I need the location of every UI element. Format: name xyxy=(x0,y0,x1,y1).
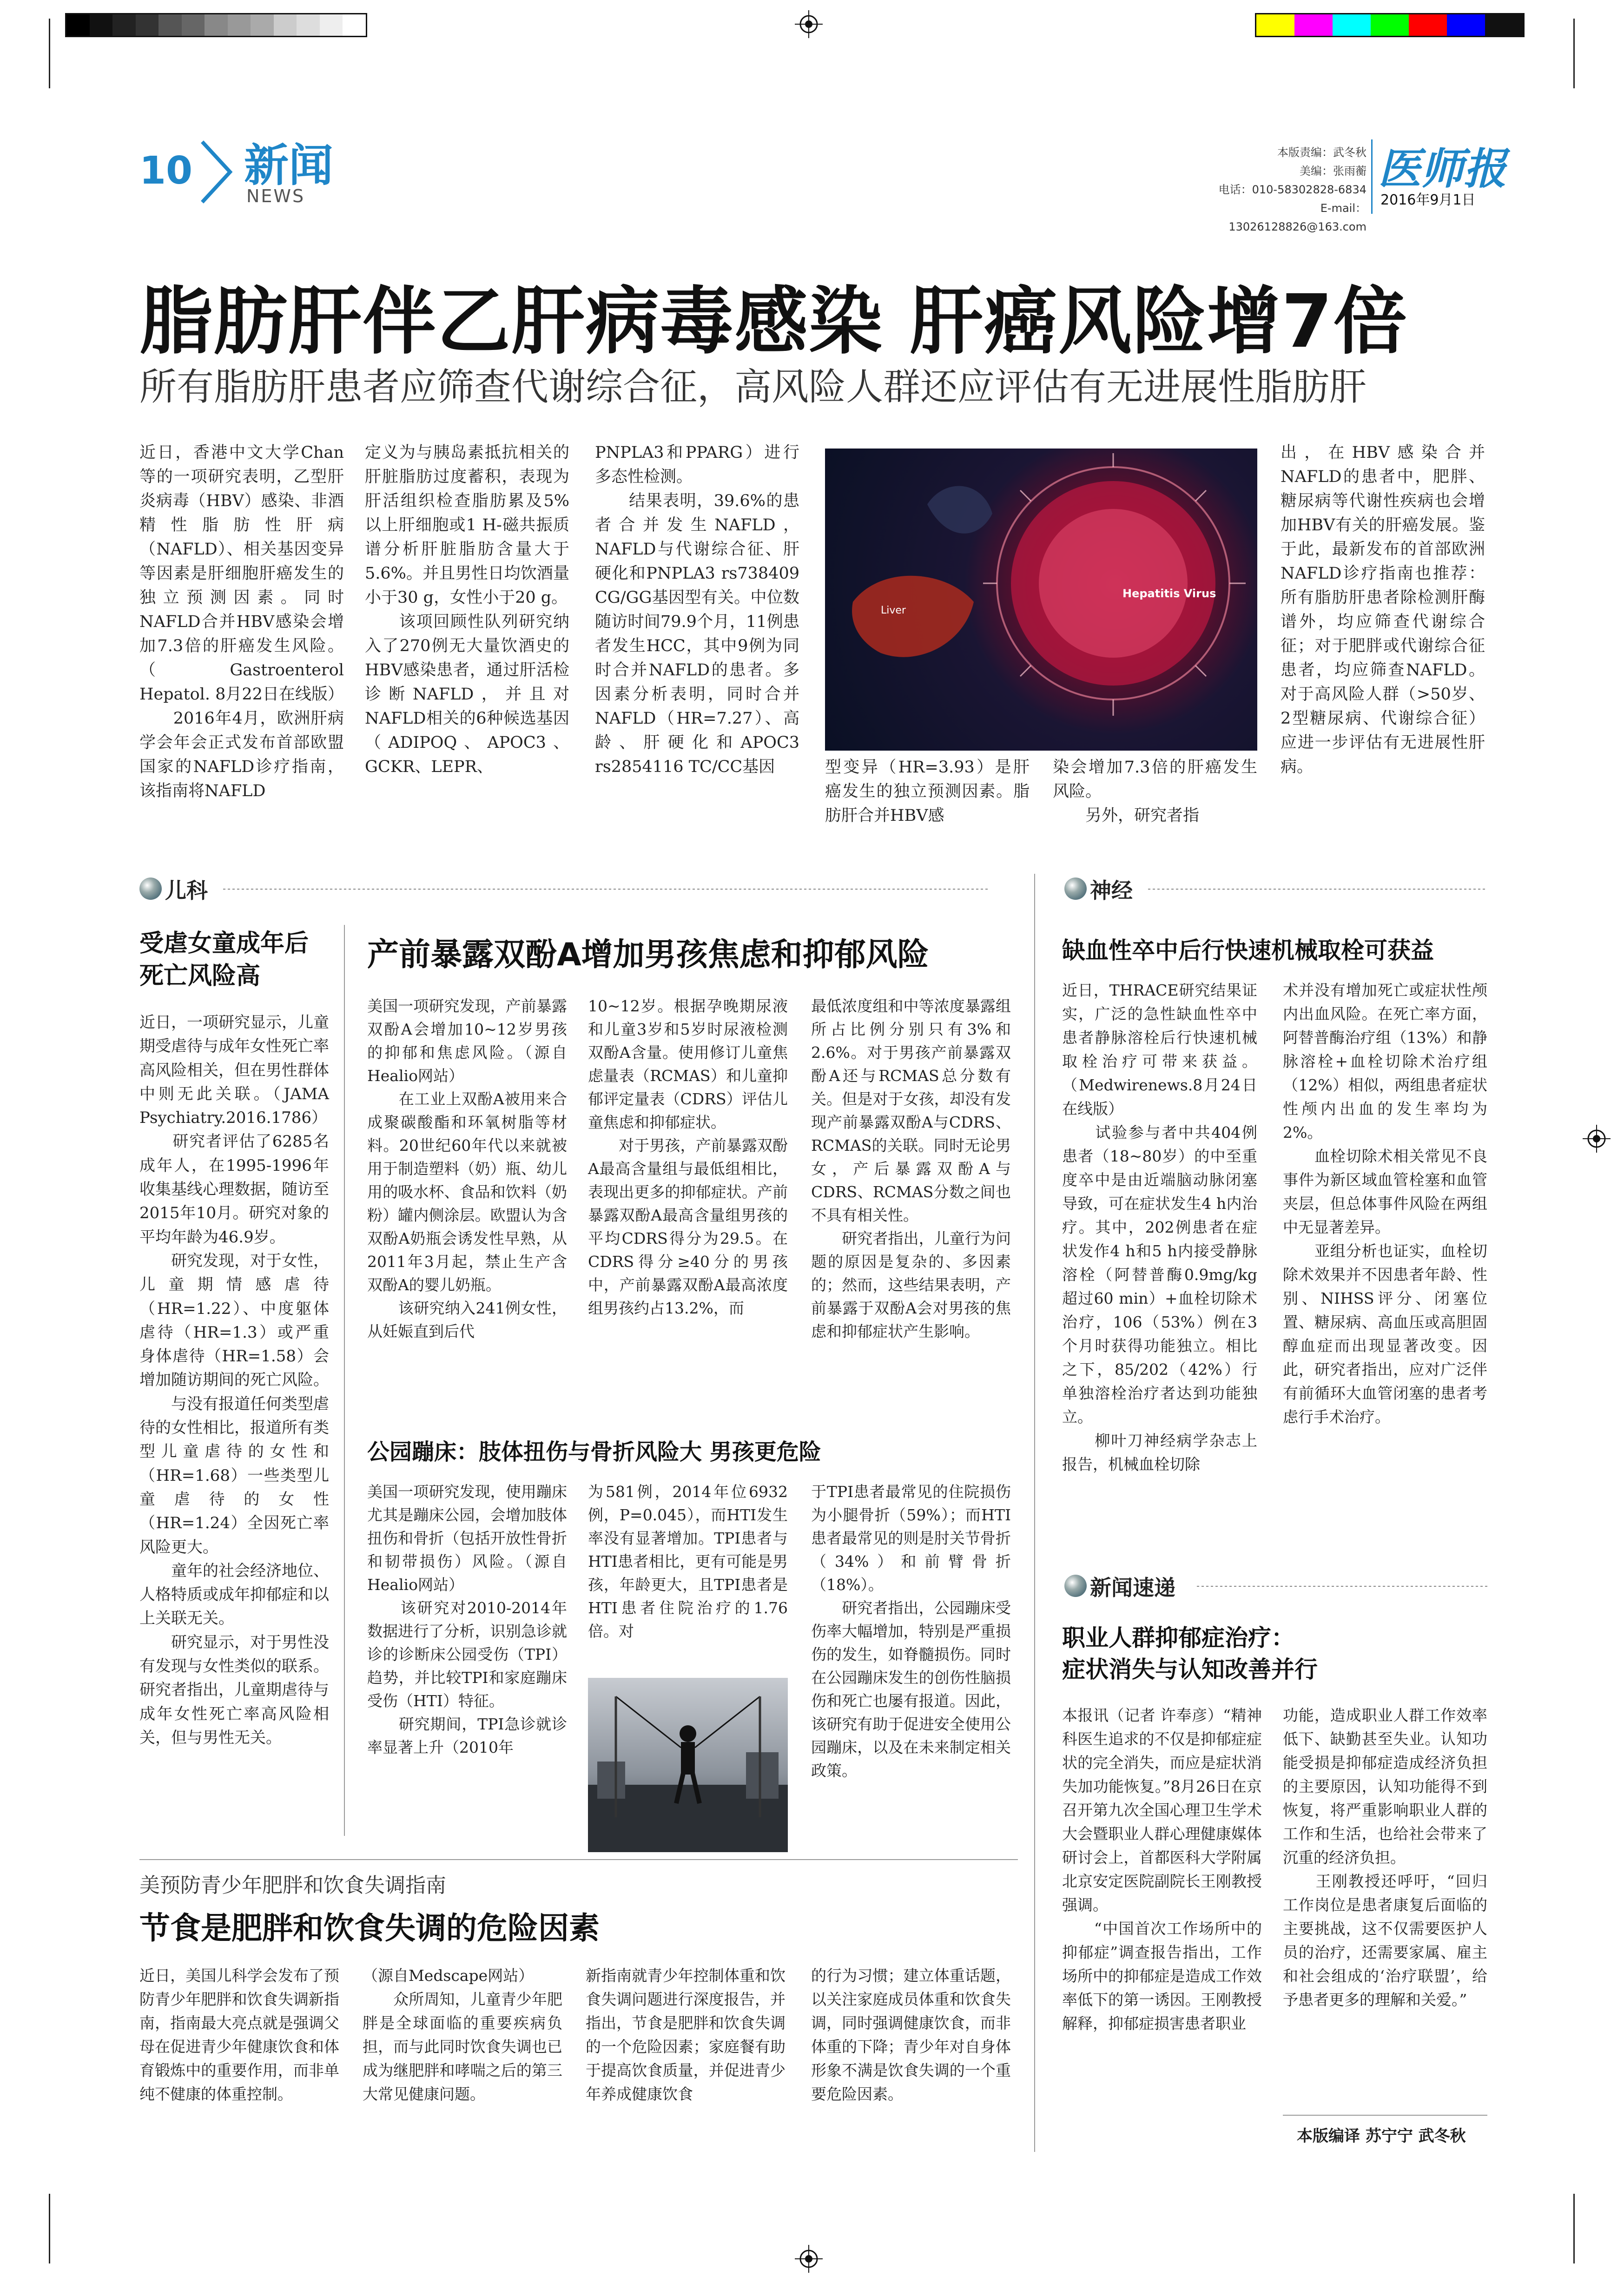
bottom-column: 的行为习惯；建立体重话题，以关注家庭成员体重和饮食失调，同时强调健康饮食，而非体重的下降；青少年对自身体形象不满是饮食失调的一个重要危险因素。 xyxy=(811,1966,1011,2103)
section-ball xyxy=(1064,878,1087,900)
color-swatch xyxy=(1447,14,1485,36)
color-bar xyxy=(1255,13,1525,37)
grey-scale-bar xyxy=(65,13,367,37)
bottom-column: 近日，美国儿科学会发布了预防青少年肥胖和饮食失调新指南，指南最大亮点就是强调父母在促进青少年健康饮食和体育锻炼中的重要作用，而非单纯不健康的体重控制。 xyxy=(139,1966,339,2103)
story-title: 公园蹦床：肢体扭伤与骨折风险大 男孩更危险 xyxy=(367,1439,821,1465)
crop-mark xyxy=(49,2194,50,2263)
section-title-en: NEWS xyxy=(246,186,305,206)
section-title-pediatrics: 儿科 xyxy=(165,878,208,903)
story-title xyxy=(1062,1622,1318,1685)
section-divider xyxy=(1148,889,1487,890)
bottom-divider xyxy=(139,1859,1018,1860)
crop-mark xyxy=(1573,2194,1575,2263)
registration-mark-top xyxy=(795,10,823,38)
section-title-neuro: 神经 xyxy=(1090,878,1133,903)
story-column: 术并没有增加死亡或症状性颅内出血风险。在死亡率方面，阿替普酶治疗组（13%）和静脉溶栓+血栓切除术治疗组（12%）相似，两组患者症状性颅内出血的发生率均为2%。 血栓切除术相关常见不良事件为新区域血管栓塞和血管夹层，但总体事件风险在两组中无显著差异。 亚组分析也证实，血栓切除术效果并不因患者年龄、性别、NIHSS评分、闭塞位置、糖尿病、高血压或高胆固醇血症而出现显著改变。因此，研究者指出，应对广泛伴有前循环大血管闭塞的患者考虑行手术治疗。 xyxy=(1283,981,1487,1426)
lead-subheadline: 所有脂肪肝患者应筛查代谢综合征，高风险人群还应评估有无进展性脂肪肝 xyxy=(139,365,1367,409)
color-swatch xyxy=(1256,14,1294,36)
bottom-column: （源自Medscape网站） 众所周知，儿童青少年肥胖是全球面临的重要疾病负担，而与此同时饮食失调也已成为继肥胖和哮喘之后的第三大常见健康问题。 xyxy=(363,1966,562,2103)
story-title-line: 受虐女童成年后 xyxy=(139,930,309,957)
masthead-credits xyxy=(1190,143,1367,236)
email: E-mail：13026128826@163.com xyxy=(1228,202,1367,233)
lead-column: 染会增加7.3倍的肝癌发生风险。 另外，研究者指 xyxy=(1053,758,1257,825)
bottom-column: 新指南就青少年控制体重和饮食失调问题进行深度报告，并指出，节食是肥胖和饮食失调的一个危险因素；家庭餐有助于提高饮食质量，并促进青少年养成健康饮食 xyxy=(586,1966,786,2103)
designer: 美编：张雨蘅 xyxy=(1300,165,1367,178)
story-column: 近日，一项研究显示，儿童期受虐待与成年女性死亡率高风险相关，但在男性群体中则无此关联。（JAMA Psychiatry.2016.1786） 研究者评估了6285名成年人，在1995-1996年收集基线心理数据，随访至2015年10月。研究对象的平均年龄为46.9岁。 研究发现，对于女性，儿童期情感虐待（HR=1.22）、中度躯体虐待（HR=1.3）或严重身体虐待（HR=1.58）会增加随访期间的死亡风险。 与没有报道任何类型虐待的女性相比，报道所有类型儿童虐待的女性和（HR=1.68）一些类型儿童虐待的女性（HR=1.24）全因死亡率风险更大。 童年的社会经济地位、人格特质或成年抑郁症和以上关联无关。 研究显示，对于男性没有发现与女性类似的联系。研究者指出，儿童期虐待与成年女性死亡率高风险相关，但与男性无关。 xyxy=(139,1013,329,1747)
grey-swatch xyxy=(251,14,274,36)
grey-swatch xyxy=(182,14,205,36)
story-title xyxy=(139,927,309,992)
story-title: 缺血性卒中后行快速机械取栓可获益 xyxy=(1062,937,1434,964)
vertical-rule xyxy=(344,925,345,1836)
lead-column: 出，在HBV感染合并NAFLD的患者中，肥胖、糖尿病等代谢性疾病也会增加HBV有关的肝癌发展。鉴于此，最新发布的首部欧洲NAFLD诊疗指南也推荐：所有脂肪肝患者除检测肝酶谱外，均应筛查代谢综合征；对于肥胖或代谢综合征患者，均应筛查NAFLD。对于高风险人群（>50岁、2型糖尿病、代谢综合征）应进一步评估有无进展性肝病。 xyxy=(1281,443,1485,776)
phone: 电话：010-58302828-6834 xyxy=(1218,183,1367,196)
crop-mark xyxy=(1573,19,1575,88)
bottom-title: 节食是肥胖和饮食失调的危险因素 xyxy=(139,1910,600,1946)
page-number: 10 xyxy=(139,149,193,193)
trampoline-graphic xyxy=(588,1678,788,1852)
section-title-brief: 新闻速递 xyxy=(1090,1575,1175,1600)
grey-swatch xyxy=(66,14,90,36)
trampoline-photo xyxy=(588,1678,788,1852)
story-column: 于TPI患者最常见的住院损伤为小腿骨折（59%）；而HTI患者最常见的则是肘关节骨折（34%）和前臂骨折（18%）。 研究者指出，公园蹦床受伤率大幅增加，特别是严重损伤的发生，如脊髓损伤。同时在公园蹦床发生的创伤性脑损伤和死亡也屡有报道。因此，该研究有助于促进安全使用公园蹦床，以及在未来制定相关政策。 xyxy=(811,1483,1011,1780)
story-column: 功能，造成职业人群工作效率低下、缺勤甚至失业。认知功能受损是抑郁症造成经济负担的主要原因，认知功能得不到恢复，将严重影响职业人群的工作和生活，也给社会带来了沉重的经济负担。 王刚教授还呼吁，“回归工作岗位是患者康复后面临的主要挑战，这不仅需要医护人员的治疗，还需要家属、雇主和社会组成的‘治疗联盟’，给予患者更多的理解和关爱。” xyxy=(1283,1706,1487,2009)
grey-swatch xyxy=(297,14,320,36)
lead-headline: 脂肪肝伴乙肝病毒感染 肝癌风险增7倍 xyxy=(139,279,1408,364)
section-divider xyxy=(1197,1586,1487,1587)
bottom-kicker: 美预防青少年肥胖和饮食失调指南 xyxy=(139,1874,446,1897)
masthead-divider xyxy=(1371,139,1373,214)
section-divider xyxy=(223,889,990,890)
grey-swatch xyxy=(228,14,251,36)
grey-swatch xyxy=(136,14,159,36)
paper-logo: 医师报 xyxy=(1378,144,1507,194)
lead-column: PNPLA3和PPARG）进行多态性检测。 结果表明，39.6%的患者合并发生NAFLD，NAFLD与代谢综合征、肝硬化和PNPLA3 rs738409 CG/GG基因型有关。中位数随访时间79.9个月，11例患者发生HCC，其中9例为同时合并NAFLD的患者。多因素分析表明，同时合并NAFLD（HR=7.27）、高龄、肝硬化和APOC3 rs2854116 TC/CC基因 xyxy=(595,443,799,776)
virus-label: Hepatitis Virus xyxy=(1122,587,1216,600)
story-title-line: 症状消失与认知改善并行 xyxy=(1062,1656,1318,1683)
grey-swatch xyxy=(320,14,343,36)
crop-mark xyxy=(49,19,50,88)
story-column: 美国一项研究发现，使用蹦床尤其是蹦床公园，会增加肢体扭伤和骨折（包括开放性骨折和韧带损伤）风险。（源自Healio网站） 该研究对2010-2014年数据进行了分析，识别急诊就诊的诊断床公园受伤（TPI）趋势，并比较TPI和家庭蹦床受伤（HTI）特征。 研究期间，TPI急诊就诊率显著上升（2010年 xyxy=(367,1483,567,1756)
grey-swatch xyxy=(274,14,297,36)
liver-virus-graphic xyxy=(825,449,1257,751)
section-ball xyxy=(1064,1575,1087,1597)
story-column: 本报讯（记者 许奉彦）“精神科医生追求的不仅是抑郁症症状的完全消失，而应是症状消失加功能恢复。”8月26日在京召开第九次全国心理卫生学术大会暨职业人群心理健康媒体研讨会上，首都医科大学附属北京安定医院副院长王刚教授强调。 “中国首次工作场所中的抑郁症”调查报告指出，工作场所中的抑郁症是造成工作效率低下的第一诱因。王刚教授解释，抑郁症损害患者职业 xyxy=(1062,1706,1262,2032)
editor: 本版责编：武冬秋 xyxy=(1277,146,1367,159)
story-column: 10~12岁。根据孕晚期尿液和儿童3岁和5岁时尿液检测双酚A含量。使用修订儿童焦虑量表（RCMAS）和儿童抑郁评定量表（CDRS）评估儿童焦虑和抑郁症状。 对于男孩，产前暴露双酚A最高含量组与最低组相比，表现出更多的抑郁症状。产前暴露双酚A最高含量组男孩的平均CDRS得分为29.5。在CDRS得分≥40分的男孩中，产前暴露双酚A最高浓度组男孩约占13.2%，而 xyxy=(588,997,788,1317)
color-swatch xyxy=(1333,14,1371,36)
story-column: 最低浓度组和中等浓度暴露组所占比例分别只有3%和2.6%。对于男孩产前暴露双酚A还与RCMAS总分数有关。但是对于女孩，却没有发现产前暴露双酚A与CDRS、RCMAS的关联。同时无论男女，产后暴露双酚A与CDRS、RCMAS分数之间也不具有相关性。 研究者指出，儿童行为问题的原因是复杂的、多因素的；然而，这些结果表明，产前暴露于双酚A会对男孩的焦虑和抑郁症状产生影响。 xyxy=(811,997,1011,1340)
story-column: 美国一项研究发现，产前暴露双酚A会增加10~12岁男孩的抑郁和焦虑风险。（源自Healio网站） 在工业上双酚A被用来合成聚碳酸酯和环氧树脂等材料。20世纪60年代以来就被用于制造塑料（奶）瓶、幼儿用的吸水杯、食品和饮料（奶粉）罐内侧涂层。欧盟认为含双酚A奶瓶会诱发性早熟，从2011年3月起，禁止生产含双酚A的婴儿奶瓶。 该研究纳入241例女性，从妊娠直到后代 xyxy=(367,997,567,1340)
footer-rule xyxy=(1283,2115,1487,2116)
vertical-rule xyxy=(1034,874,1035,2152)
section-ball xyxy=(139,878,162,900)
story-column: 近日，THRACE研究结果证实，广泛的急性缺血性卒中患者静脉溶栓后行快速机械取栓治疗可带来获益。（Medwirenews.8月24日在线版） 试验参与者中共404例患者（18~80岁）的中至重度卒中是由近端脑动脉闭塞导致，可在症状发生4 h内治疗。其中，202例患者在症状发作4 h和5 h内接受静脉溶栓（阿替普酶0.9mg/kg超过60 min）+血栓切除术治疗，106（53%）例在3个月时获得功能独立。相比之下，85/202（42%）行单独溶栓治疗者达到功能独立。 柳叶刀神经病学杂志上报告，机械血栓切除 xyxy=(1062,981,1257,1473)
color-swatch xyxy=(1294,14,1333,36)
story-column: 为581例，2014年位6932例，P=0.045），而HTI发生率没有显著增加。TPI患者与HTI患者相比，更有可能是男孩，年龄更大，且TPI患者是HTI患者住院治疗的1.76倍。对 xyxy=(588,1483,788,1640)
registration-mark-right xyxy=(1583,1125,1611,1153)
grey-swatch xyxy=(343,14,366,36)
grey-swatch xyxy=(90,14,113,36)
footer-compiler: 本版编译 苏宁宁 武冬秋 xyxy=(1297,2127,1466,2145)
liver-label: Liver xyxy=(881,605,906,616)
section-title: 新闻 xyxy=(244,139,333,191)
grey-swatch xyxy=(205,14,228,36)
liver-virus-illustration xyxy=(825,449,1257,751)
story-title: 产前暴露双酚A增加男孩焦虑和抑郁风险 xyxy=(367,937,929,973)
registration-mark-bottom xyxy=(795,2245,823,2273)
chevron-right-icon xyxy=(198,139,235,205)
story-title-line: 职业人群抑郁症治疗： xyxy=(1062,1624,1294,1651)
color-swatch xyxy=(1371,14,1409,36)
lead-column: 型变异（HR=3.93）是肝癌发生的独立预测因素。脂肪肝合并HBV感 xyxy=(825,758,1030,825)
story-title-line: 死亡风险高 xyxy=(139,962,261,990)
color-swatch xyxy=(1485,14,1523,36)
color-swatch xyxy=(1409,14,1447,36)
paper-date: 2016年9月1日 xyxy=(1380,192,1476,208)
lead-column: 定义为与胰岛素抵抗相关的肝脏脂肪过度蓄积，表现为肝活组织检查脂肪累及5%以上肝细胞或1 H-磁共振质谱分析肝脏脂肪含量大于5.6%。并且男性日均饮酒量小于30 g，女性小于20 g。 该项回顾性队列研究纳入了270例无大量饮酒史的HBV感染患者，通过肝活检诊断NAFLD，并且对NAFLD相关的6种候选基因（ADIPOQ、APOC3、GCKR、LEPR、 xyxy=(365,443,569,776)
lead-column: 近日，香港中文大学Chan等的一项研究表明，乙型肝炎病毒（HBV）感染、非酒精性脂肪性肝病（NAFLD）、相关基因变异等因素是肝细胞肝癌发生的独立预测因素。同时NAFLD合并HBV感染会增加7.3倍的肝癌发生风险。（Gastroenterol Hepatol. 8月22日在线版） 2016年4月，欧洲肝病学会年会正式发布首部欧盟国家的NAFLD诊疗指南，该指南将NAFLD xyxy=(139,443,344,800)
grey-swatch xyxy=(158,14,182,36)
grey-swatch xyxy=(112,14,136,36)
